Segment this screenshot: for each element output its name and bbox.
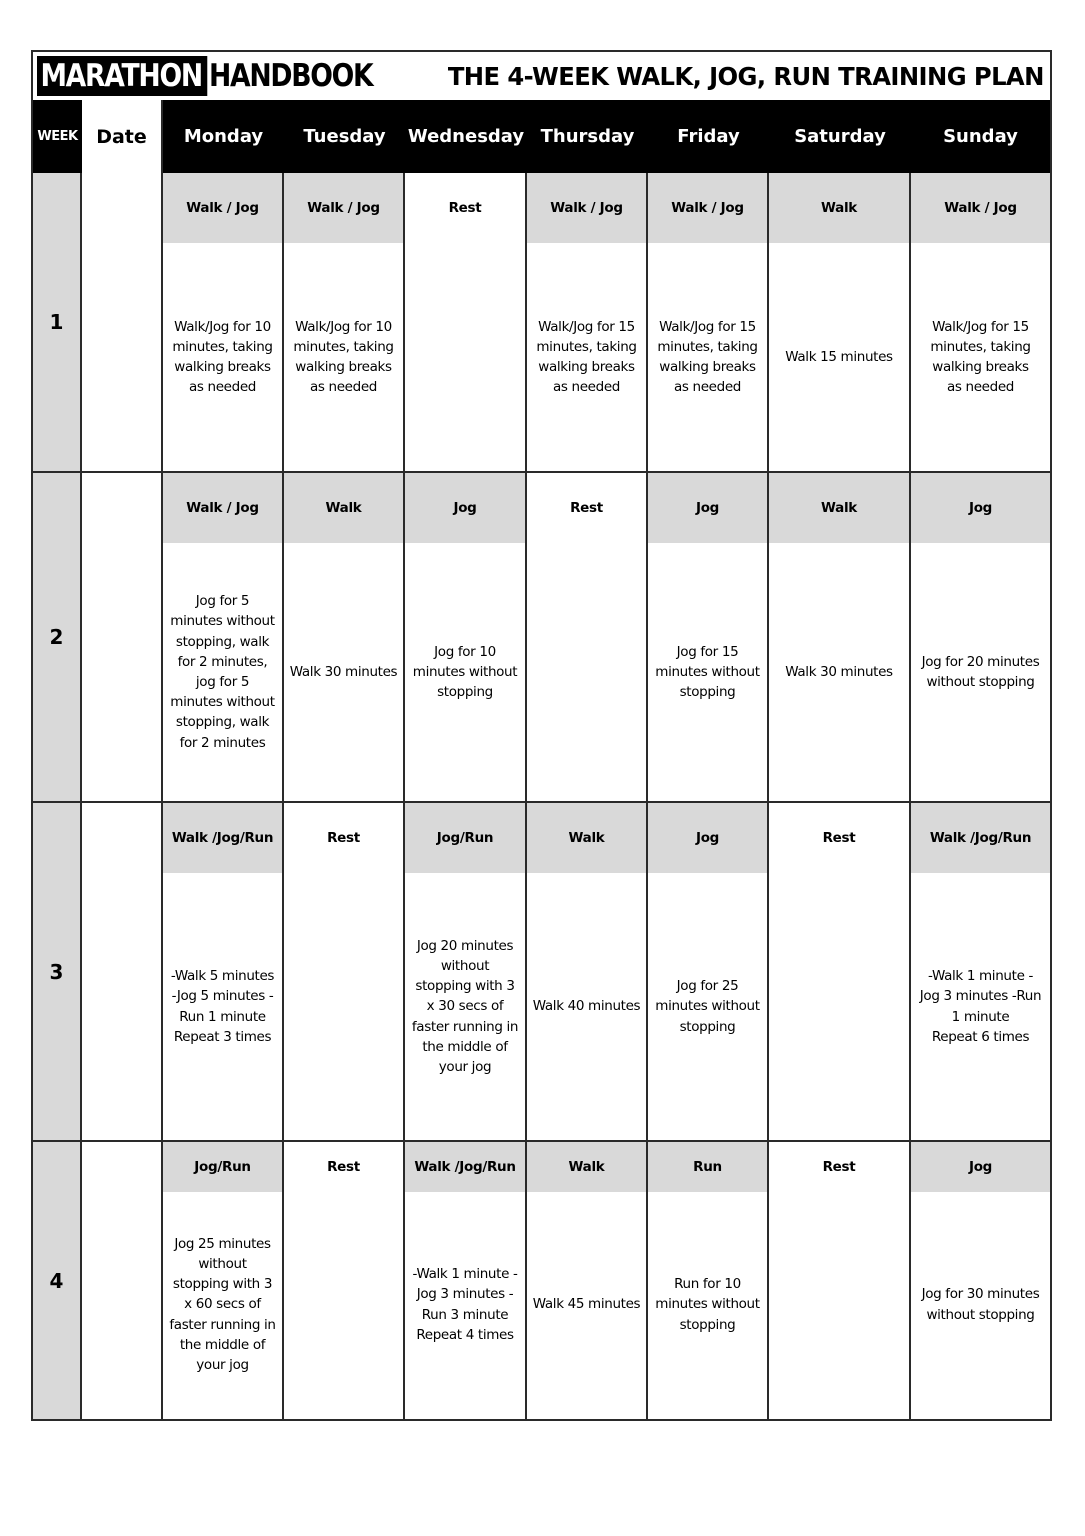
workout-description: Walk/Jog for 10 minutes, taking walking breaks as needed	[172, 318, 273, 396]
workout-description: Jog 25 minutes without stopping with 3 x 60 secs of faster running in the middle of your jog	[169, 1235, 276, 1373]
header-date: Date	[82, 100, 163, 173]
day-cell-wednesday	[405, 473, 527, 803]
training-plan-document	[31, 50, 1052, 1421]
workout-description: Jog for 20 minutes without stopping	[921, 653, 1040, 690]
header-day-saturday: Saturday	[769, 100, 911, 173]
workout-type: Jog	[648, 473, 767, 543]
workout-description: Walk/Jog for 15 minutes, taking walking breaks as needed	[536, 318, 637, 396]
workout-type: Walk / Jog	[163, 473, 282, 543]
workout-description: Walk 15 minutes	[785, 348, 893, 365]
workout-type: Walk /Jog/Run	[911, 803, 1050, 873]
workout-type: Run	[648, 1142, 767, 1192]
marathon-handbook-logo	[37, 56, 399, 96]
day-cell-friday	[648, 173, 769, 473]
workout-description: Run for 10 minutes without stopping	[655, 1276, 760, 1333]
workout-type: Walk	[769, 473, 909, 543]
date-cell	[82, 473, 163, 803]
header-day-monday: Monday	[163, 100, 284, 173]
workout-description: Walk 40 minutes	[532, 998, 641, 1015]
day-cell-monday	[163, 1142, 284, 1419]
header-day-thursday: Thursday	[527, 100, 648, 173]
workout-type: Jog	[648, 803, 767, 873]
day-cell-monday	[163, 473, 284, 803]
week-number: 1	[33, 173, 82, 473]
workout-type: Jog	[911, 1142, 1050, 1192]
day-cell-sunday	[911, 803, 1050, 1142]
workout-description: Walk/Jog for 15 minutes, taking walking breaks as needed	[930, 318, 1031, 396]
workout-type: Walk /Jog/Run	[163, 803, 282, 873]
header-day-wednesday: Wednesday	[405, 100, 527, 173]
workout-description: -Walk 1 minute - Jog 3 minutes -Run 1 minute Repeat 6 times	[919, 968, 1042, 1045]
date-cell	[82, 173, 163, 473]
workout-type: Rest	[822, 1159, 856, 1175]
logo-handbook: HANDBOOK	[208, 58, 373, 94]
day-cell-saturday	[769, 803, 911, 1142]
workout-description: Walk/Jog for 10 minutes, taking walking breaks as needed	[293, 318, 394, 396]
day-cell-friday	[648, 1142, 769, 1419]
workout-type: Rest	[327, 830, 360, 846]
day-cell-saturday	[769, 1142, 911, 1419]
day-cell-saturday	[769, 173, 911, 473]
day-cell-friday	[648, 473, 769, 803]
workout-type: Jog	[405, 473, 525, 543]
title-bar	[33, 52, 1050, 100]
workout-description: Jog for 25 minutes without stopping	[655, 978, 760, 1035]
workout-description: Jog for 5 minutes without stopping, walk for 2 minutes, jog for 5 minutes without stopping, walk for 2 minutes	[170, 593, 275, 751]
workout-type: Walk	[284, 473, 403, 543]
week-number: 4	[33, 1142, 82, 1419]
workout-description: Walk/Jog for 15 minutes, taking walking breaks as needed	[657, 318, 758, 396]
day-cell-wednesday	[405, 803, 527, 1142]
workout-type: Rest	[327, 1159, 360, 1175]
workout-type: Walk / Jog	[527, 173, 646, 243]
day-cell-sunday	[911, 173, 1050, 473]
week-number: 3	[33, 803, 82, 1142]
workout-description: Walk 45 minutes	[532, 1296, 641, 1313]
schedule-table	[33, 100, 1050, 1419]
workout-type: Walk / Jog	[648, 173, 767, 243]
day-cell-tuesday	[284, 1142, 405, 1419]
day-cell-thursday	[527, 473, 648, 803]
day-cell-monday	[163, 803, 284, 1142]
day-cell-sunday	[911, 473, 1050, 803]
workout-type: Jog/Run	[405, 803, 525, 873]
header-week: WEEK	[33, 100, 82, 173]
header-day-sunday: Sunday	[911, 100, 1050, 173]
day-cell-thursday	[527, 803, 648, 1142]
workout-type: Walk	[769, 173, 909, 243]
day-cell-tuesday	[284, 173, 405, 473]
day-cell-friday	[648, 803, 769, 1142]
day-cell-wednesday	[405, 1142, 527, 1419]
workout-type: Walk	[527, 1142, 646, 1192]
day-cell-sunday	[911, 1142, 1050, 1419]
workout-description: Walk 30 minutes	[289, 663, 398, 680]
workout-type: Walk /Jog/Run	[405, 1142, 525, 1192]
workout-description: Walk 30 minutes	[785, 663, 893, 680]
workout-type: Jog/Run	[163, 1142, 282, 1192]
workout-type: Rest	[822, 830, 856, 846]
workout-type: Walk / Jog	[284, 173, 403, 243]
week-number: 2	[33, 473, 82, 803]
header-day-tuesday: Tuesday	[284, 100, 405, 173]
workout-description: Jog 20 minutes without stopping with 3 x 30 secs of faster running in the middle of your jog	[411, 937, 519, 1075]
day-cell-wednesday	[405, 173, 527, 473]
day-cell-tuesday	[284, 803, 405, 1142]
day-cell-monday	[163, 173, 284, 473]
logo-marathon: MARATHON	[37, 56, 207, 96]
workout-type: Walk / Jog	[911, 173, 1050, 243]
workout-type: Jog	[911, 473, 1050, 543]
workout-type: Walk	[527, 803, 646, 873]
workout-description: Jog for 15 minutes without stopping	[655, 643, 760, 701]
day-cell-thursday	[527, 173, 648, 473]
workout-description: -Walk 5 minutes -Jog 5 minutes - Run 1 minute Repeat 3 times	[170, 968, 275, 1045]
header-day-friday: Friday	[648, 100, 769, 173]
workout-type: Rest	[570, 500, 603, 516]
day-cell-thursday	[527, 1142, 648, 1419]
page-title: THE 4-WEEK WALK, JOG, RUN TRAINING PLAN	[447, 62, 1044, 91]
date-cell	[82, 1142, 163, 1419]
workout-type: Rest	[448, 200, 482, 216]
date-cell	[82, 803, 163, 1142]
day-cell-saturday	[769, 473, 911, 803]
workout-description: -Walk 1 minute - Jog 3 minutes - Run 3 minute Repeat 4 times	[412, 1266, 518, 1343]
day-cell-tuesday	[284, 473, 405, 803]
workout-description: Jog for 10 minutes without stopping	[412, 643, 518, 701]
workout-description: Jog for 30 minutes without stopping	[921, 1286, 1040, 1323]
workout-type: Walk / Jog	[163, 173, 282, 243]
